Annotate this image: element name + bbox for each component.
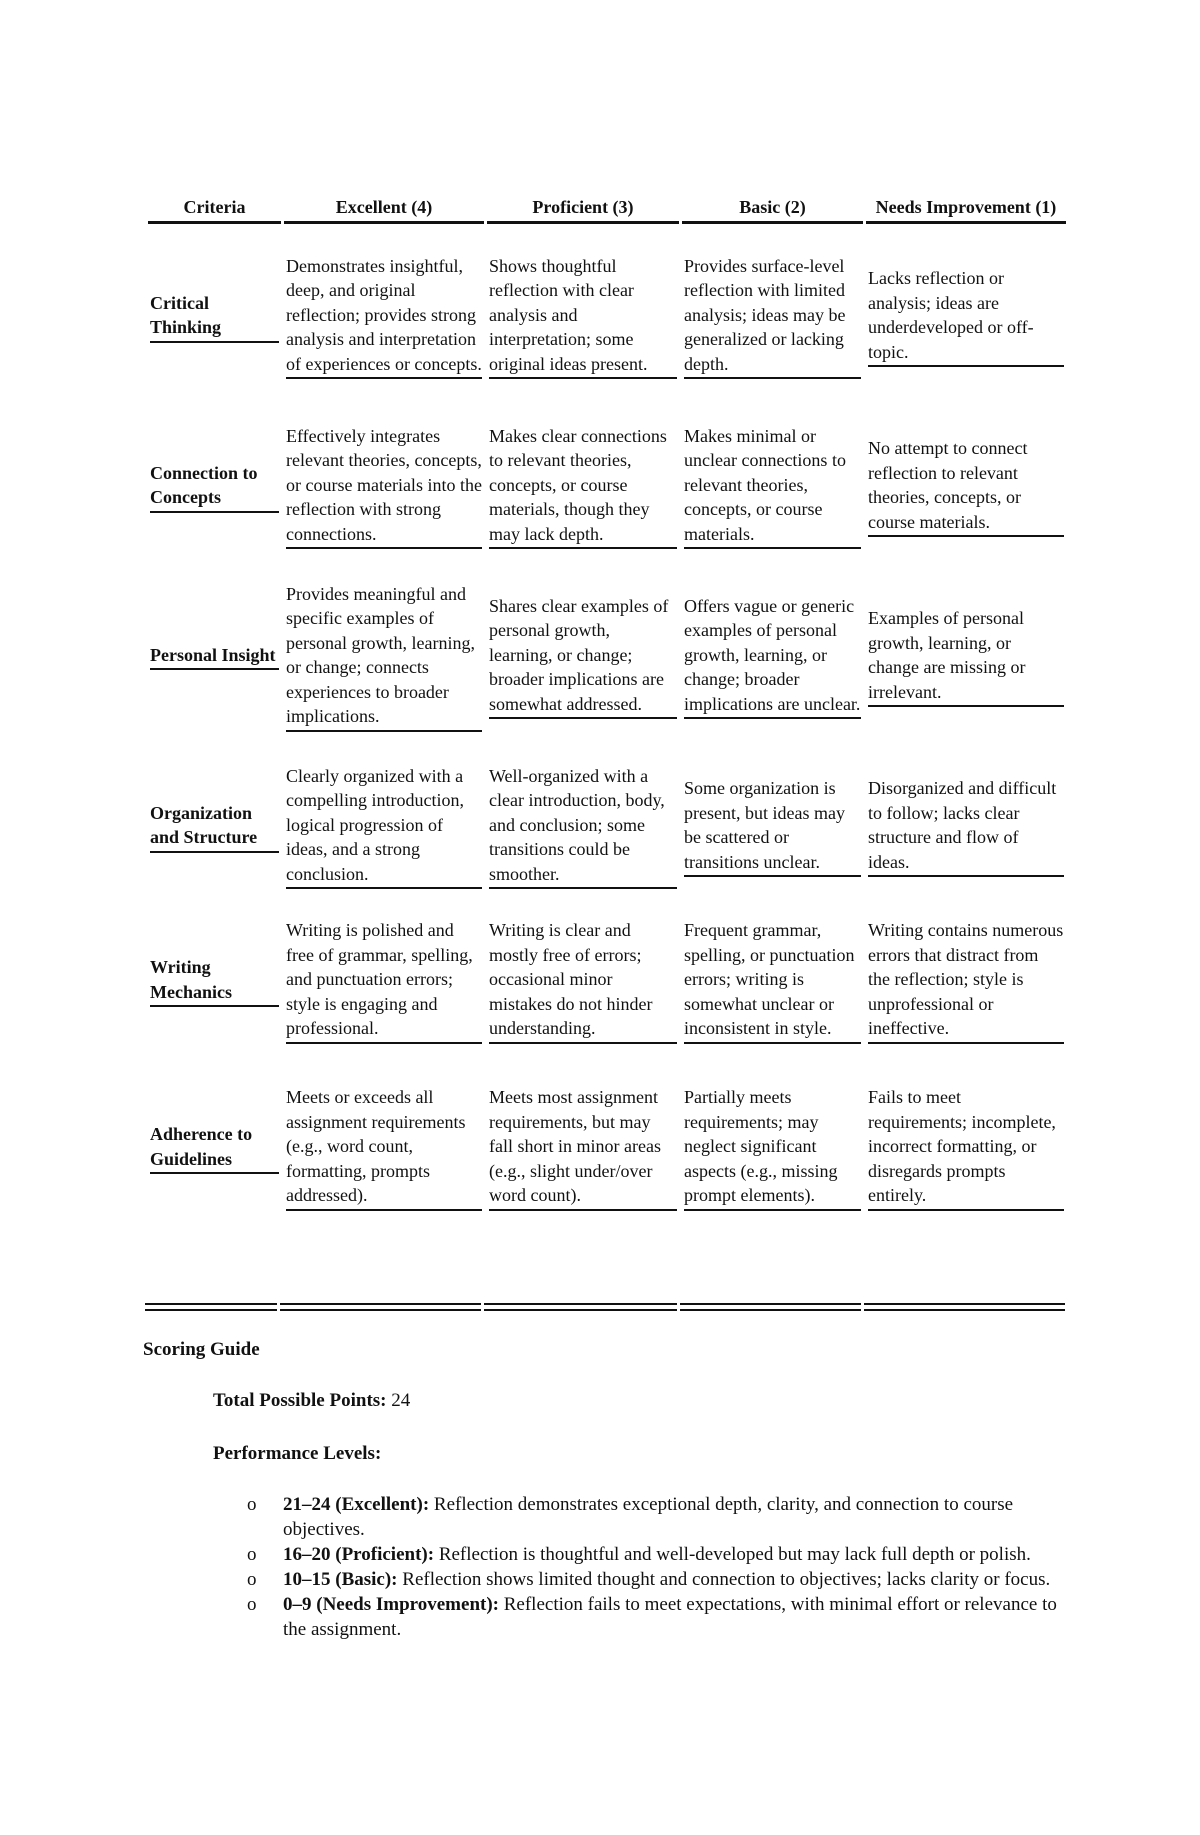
excellent-descriptor: Effectively integrates relevant theories, concepts, or course materials into the reflection with strong connections. [286,424,482,550]
level-description: Reflection shows limited thought and connection to objectives; lacks clarity or focus. [402,1569,1051,1590]
header-basic: Basic (2) [682,195,863,224]
proficient-descriptor: Shows thoughtful reflection with clear analysis and interpretation; some original ideas present. [489,254,677,380]
needs-improvement-descriptor: Examples of personal growth, learning, or change are missing or irrelevant. [868,606,1064,707]
level-range: 10–15 (Basic): [283,1569,398,1590]
excellent-descriptor: Clearly organized with a compelling introduction, logical progression of ideas, and a strong conclusion. [286,764,482,890]
excellent-descriptor: Meets or exceeds all assignment requirements (e.g., word count, formatting, prompts addressed). [286,1085,482,1211]
rubric-row-critical-thinking [148,224,1066,409]
basic-descriptor: Makes minimal or unclear connections to relevant theories, concepts, or course materials. [684,424,861,550]
total-points-label: Total Possible Points: [213,1390,387,1411]
total-points-value: 24 [391,1390,411,1411]
criterion-label: Writing Mechanics [150,955,279,1007]
criterion-label: Critical Thinking [150,291,279,343]
performance-level-item [143,1542,1061,1567]
level-range: 0–9 (Needs Improvement): [283,1594,499,1615]
performance-level-item [143,1567,1061,1592]
needs-improvement-descriptor: Disorganized and difficult to follow; lacks clear structure and flow of ideas. [868,776,1064,877]
level-description: Reflection demonstrates exceptional depth, clarity, and connection to course objectives. [283,1494,1014,1540]
proficient-descriptor: Meets most assignment requirements, but may fall short in minor areas (e.g., slight under/over word count). [489,1085,677,1211]
criterion-label: Connection to Concepts [150,461,279,513]
table-bottom-double-rule [145,1303,1065,1311]
rubric-row-organization [148,749,1066,904]
performance-levels-label: Performance Levels: [213,1443,382,1464]
rubric-row-adherence [148,1058,1066,1238]
bullet-icon: o [247,1494,257,1515]
total-points-line [213,1388,1063,1413]
excellent-descriptor: Provides meaningful and specific examples of personal growth, learning, or change; connects experiences to broader implications. [286,582,482,732]
performance-level-item [143,1492,1061,1542]
proficient-descriptor: Makes clear connections to relevant theories, concepts, or course materials, though they may lack depth. [489,424,677,550]
performance-levels-list [143,1492,1063,1642]
basic-descriptor: Frequent grammar, spelling, or punctuation errors; writing is somewhat unclear or inconsistent in style. [684,918,861,1044]
basic-descriptor: Offers vague or generic examples of personal growth, learning, or change; broader implications are unclear. [684,594,861,720]
header-needs-improvement: Needs Improvement (1) [866,195,1066,224]
bullet-icon: o [247,1544,257,1565]
rubric-row-personal-insight [148,564,1066,749]
scoring-guide-title: Scoring Guide [143,1339,260,1360]
needs-improvement-descriptor: Writing contains numerous errors that distract from the reflection; style is unprofessional or ineffective. [868,918,1064,1044]
basic-descriptor: Partially meets requirements; may neglect significant aspects (e.g., missing prompt elements). [684,1085,861,1211]
excellent-descriptor: Writing is polished and free of grammar, spelling, and punctuation errors; style is engaging and professional. [286,918,482,1044]
needs-improvement-descriptor: No attempt to connect reflection to relevant theories, concepts, or course materials. [868,436,1064,537]
criterion-label: Adherence to Guidelines [150,1122,279,1174]
header-excellent: Excellent (4) [284,195,484,224]
bullet-icon: o [247,1594,257,1615]
performance-level-item [143,1592,1061,1642]
criterion-label: Personal Insight [150,643,279,671]
rubric-table [145,195,1069,1238]
rubric-header-row [148,195,1066,224]
level-range: 16–20 (Proficient): [283,1544,435,1565]
proficient-descriptor: Shares clear examples of personal growth, learning, or change; broader implications are somewhat addressed. [489,594,677,720]
basic-descriptor: Provides surface-level reflection with limited analysis; ideas may be generalized or lacking depth. [684,254,861,380]
criterion-label: Organization and Structure [150,801,279,853]
level-description: Reflection is thoughtful and well-developed but may lack full depth or polish. [438,1544,1031,1565]
excellent-descriptor: Demonstrates insightful, deep, and original reflection; provides strong analysis and interpretation of experiences or concepts. [286,254,482,380]
scoring-guide [143,1337,1063,1642]
proficient-descriptor: Writing is clear and mostly free of errors; occasional minor mistakes do not hinder understanding. [489,918,677,1044]
bullet-icon: o [247,1569,257,1590]
header-proficient: Proficient (3) [487,195,679,224]
needs-improvement-descriptor: Lacks reflection or analysis; ideas are underdeveloped or off-topic. [868,266,1064,367]
header-criteria: Criteria [148,195,281,224]
level-description: Reflection fails to meet expectations, with minimal effort or relevance to the assignment. [283,1594,1057,1640]
proficient-descriptor: Well-organized with a clear introduction, body, and conclusion; some transitions could be smoother. [489,764,677,890]
needs-improvement-descriptor: Fails to meet requirements; incomplete, incorrect formatting, or disregards prompts entirely. [868,1085,1064,1211]
rubric-row-connection-to-concepts [148,409,1066,564]
level-range: 21–24 (Excellent): [283,1494,430,1515]
rubric-row-writing-mechanics [148,904,1066,1058]
basic-descriptor: Some organization is present, but ideas may be scattered or transitions unclear. [684,776,861,877]
